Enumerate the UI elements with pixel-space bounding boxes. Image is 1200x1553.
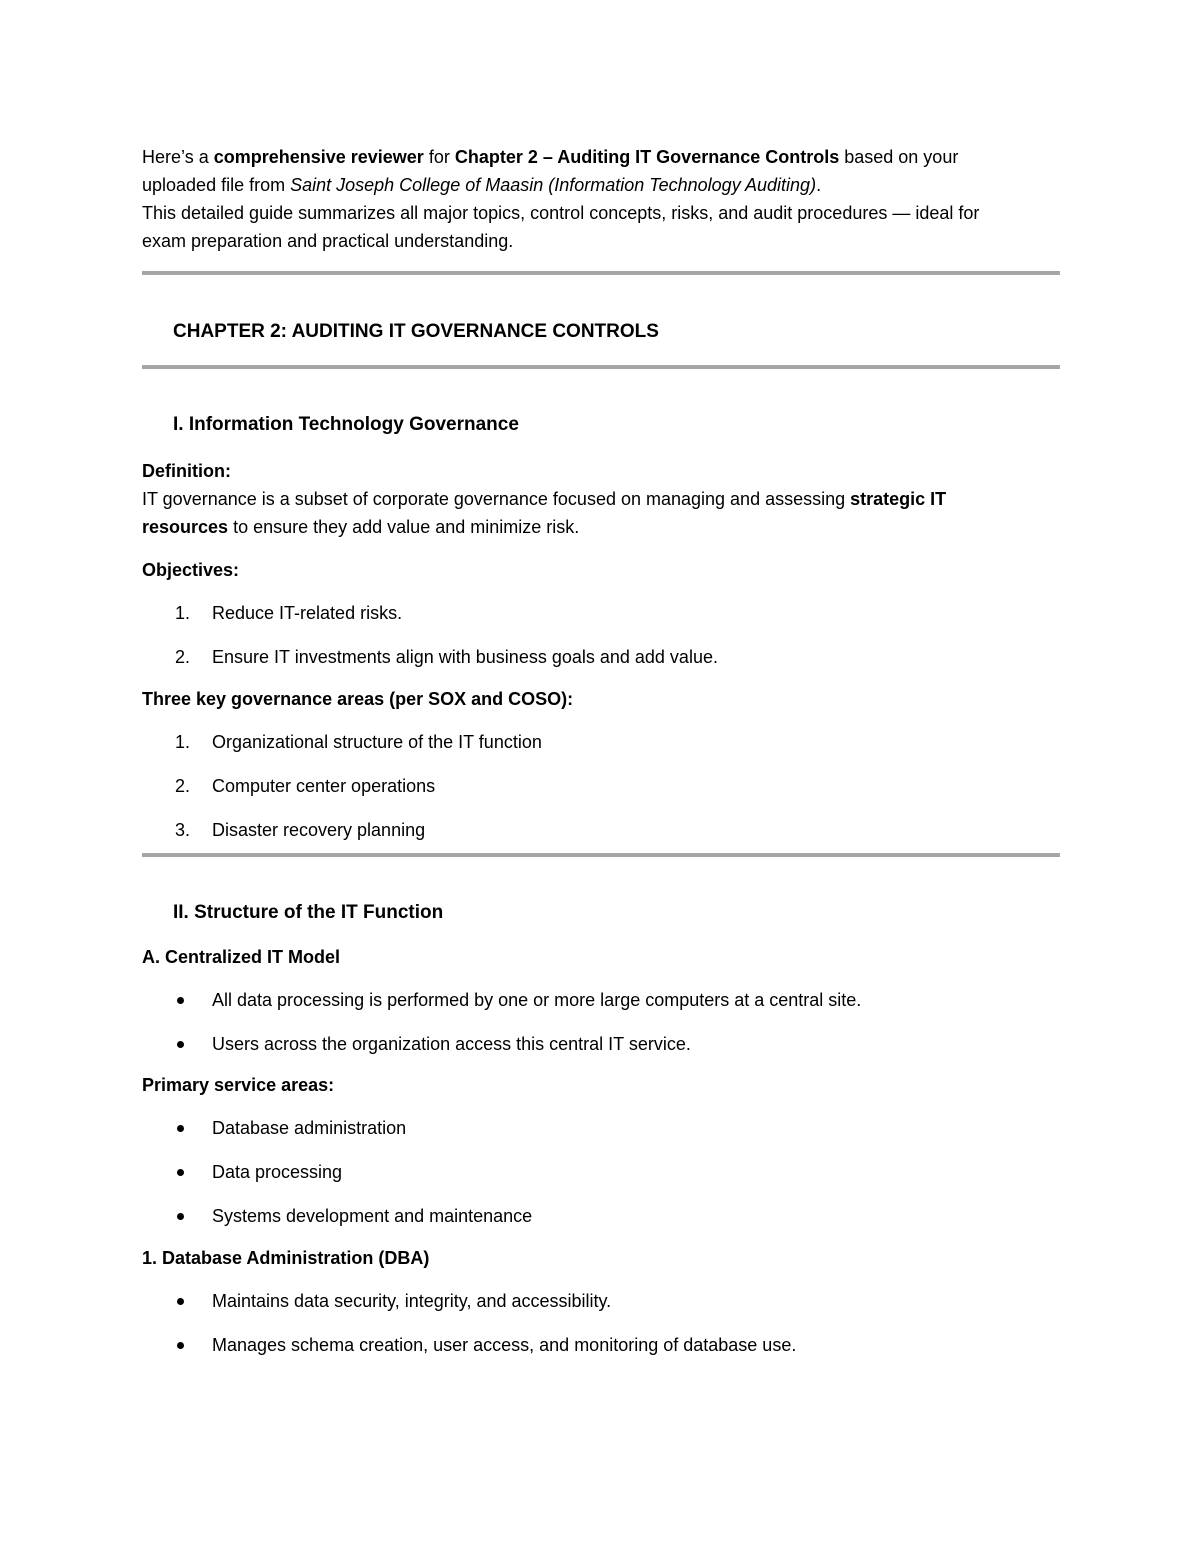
intro-bold-chapter: Chapter 2 – Auditing IT Governance Controls [454,147,840,167]
list-item-text: Data processing [212,1162,343,1182]
intro-line-1 [142,143,1060,171]
primary-service-areas-list [142,1114,1060,1230]
bullet-icon [177,997,184,1004]
intro-line-3: This detailed guide summarizes all major topics, control concepts, risks, and audit procedures — ideal for [142,203,980,223]
intro-italic-source: Saint Joseph College of Maasin (Information Technology Auditing) [290,175,817,195]
list-item-text: Reduce IT-related risks. [212,603,403,623]
list-item [142,728,1060,756]
intro-line-2 [142,171,1060,199]
intro-line-4: exam preparation and practical understanding. [142,231,514,251]
list-item-text: Manages schema creation, user access, and monitoring of database use. [212,1335,797,1355]
list-item [142,816,1060,844]
list-item [142,1331,1060,1359]
list-item [142,1114,1060,1142]
definition-text-part: to ensure they add value and minimize risk. [228,517,580,537]
list-item [142,643,1060,671]
definition-text-part: IT governance is a subset of corporate governance focused on managing and assessing [142,489,851,509]
intro-text: for [423,147,455,167]
section-title-it-structure: II. Structure of the IT Function [173,902,444,923]
intro-paragraph [142,143,1060,255]
bullet-icon [177,1298,184,1305]
horizontal-divider [142,853,1060,857]
document-page [142,143,1060,1359]
dba-list [142,1287,1060,1359]
list-number: 2. [175,776,191,796]
bullet-icon [177,1213,184,1220]
list-item [142,772,1060,800]
list-number: 1. [175,732,191,752]
governance-areas-list [142,728,1060,844]
list-item-text: Maintains data security, integrity, and accessibility. [212,1291,612,1311]
centralized-model-label: A. Centralized IT Model [142,947,341,967]
list-item-text: Computer center operations [212,776,436,796]
list-item-text: Users across the organization access this central IT service. [212,1034,691,1054]
list-item-text: All data processing is performed by one or more large computers at a central site. [212,990,862,1010]
dba-label: 1. Database Administration (DBA) [142,1248,430,1268]
list-number: 3. [175,820,191,840]
bullet-icon [177,1169,184,1176]
section-title-it-governance: I. Information Technology Governance [173,414,519,435]
list-item-text: Systems development and maintenance [212,1206,533,1226]
horizontal-divider [142,271,1060,275]
intro-bold-reviewer: comprehensive reviewer [213,147,424,167]
governance-areas-label: Three key governance areas (per SOX and COSO): [142,689,574,709]
list-number: 2. [175,647,191,667]
objectives-label: Objectives: [142,560,240,580]
list-item-text: Organizational structure of the IT function [212,732,542,752]
list-item [142,599,1060,627]
list-item-text: Disaster recovery planning [212,820,426,840]
intro-text: . [816,175,822,195]
list-item [142,986,1060,1014]
intro-text: Here’s a [142,147,214,167]
definition-bold: resources [142,517,229,537]
definition-text [142,485,1060,541]
bullet-icon [177,1041,184,1048]
list-item [142,1202,1060,1230]
intro-text: uploaded file from [142,175,291,195]
horizontal-divider [142,365,1060,369]
objectives-list [142,599,1060,671]
list-item [142,1030,1060,1058]
bullet-icon [177,1342,184,1349]
primary-service-areas-label: Primary service areas: [142,1075,335,1095]
list-number: 1. [175,603,191,623]
intro-text: based on your [839,147,959,167]
list-item [142,1287,1060,1315]
list-item-text: Ensure IT investments align with business goals and add value. [212,647,718,667]
centralized-model-list [142,986,1060,1058]
bullet-icon [177,1125,184,1132]
chapter-title: CHAPTER 2: AUDITING IT GOVERNANCE CONTROLS [173,321,659,342]
list-item-text: Database administration [212,1118,407,1138]
list-item [142,1158,1060,1186]
definition-bold: strategic IT [850,489,947,509]
definition-label: Definition: [142,461,231,481]
